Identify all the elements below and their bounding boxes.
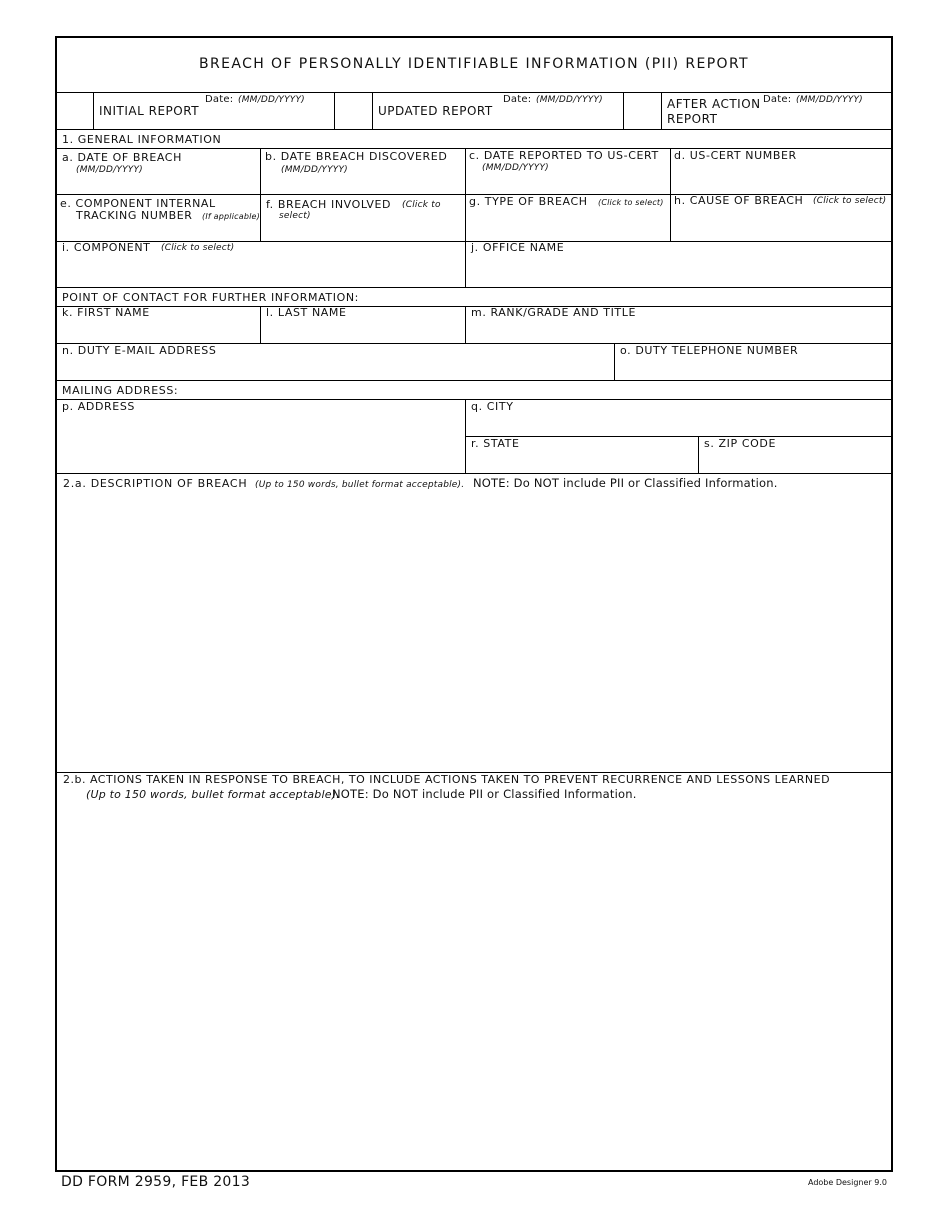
description-of-breach-hint: (Up to 150 words, bullet format acceptable).	[255, 480, 465, 490]
description-of-breach-note: NOTE: Do NOT include PII or Classified Information.	[473, 476, 778, 490]
type-of-breach-select[interactable]	[467, 210, 668, 240]
zip-code-label: s. ZIP CODE	[704, 437, 776, 450]
rank-grade-title-input[interactable]	[467, 321, 889, 342]
breach-involved-hint-line2: select)	[279, 211, 311, 221]
last-name-input[interactable]	[263, 321, 463, 342]
city-label: q. CITY	[471, 400, 514, 413]
address-input[interactable]	[59, 415, 463, 472]
date-reported-us-cert-input[interactable]	[467, 176, 668, 193]
actions-taken-note: NOTE: Do NOT include PII or Classified Information.	[332, 787, 637, 801]
initial-report-label: INITIAL REPORT	[99, 104, 200, 118]
state-input[interactable]	[467, 452, 696, 472]
actions-taken-label: 2.b. ACTIONS TAKEN IN RESPONSE TO BREACH, TO INCLUDE ACTIONS TAKEN TO PREVENT RECURRENCE AND LESSONS LEARNED	[63, 773, 831, 786]
component-hint: (Click to select)	[161, 243, 235, 253]
breach-involved-select[interactable]	[263, 223, 463, 240]
initial-report-date-input[interactable]	[97, 104, 333, 128]
actions-taken-textarea[interactable]	[59, 806, 889, 1168]
after-action-date-format: (MM/DD/YYYY)	[796, 95, 863, 105]
updated-report-label: UPDATED REPORT	[378, 104, 493, 118]
component-select[interactable]	[59, 256, 463, 286]
mailing-address-heading: MAILING ADDRESS:	[62, 384, 179, 397]
description-of-breach-textarea[interactable]	[59, 494, 889, 770]
date-of-breach-format: (MM/DD/YYYY)	[76, 165, 143, 175]
after-action-label-line1: AFTER ACTION	[667, 97, 761, 111]
rank-grade-title-label: m. RANK/GRADE AND TITLE	[471, 306, 637, 319]
point-of-contact-heading: POINT OF CONTACT FOR FURTHER INFORMATION:	[62, 291, 359, 304]
breach-involved-label: f. BREACH INVOLVED	[266, 198, 392, 211]
first-name-input[interactable]	[59, 321, 257, 342]
pii-breach-report-form	[55, 36, 893, 1172]
last-name-label: l. LAST NAME	[266, 306, 347, 319]
cause-of-breach-label: h. CAUSE OF BREACH	[674, 194, 804, 207]
type-of-breach-label: g. TYPE OF BREACH	[469, 195, 588, 208]
breach-involved-hint-line1: (Click to	[402, 200, 441, 210]
updated-report-checkbox[interactable]	[335, 92, 372, 129]
date-breach-discovered-input[interactable]	[263, 176, 463, 193]
form-number: DD FORM 2959, FEB 2013	[61, 1174, 251, 1190]
updated-date-format: (MM/DD/YYYY)	[536, 95, 603, 105]
date-of-breach-input[interactable]	[59, 176, 257, 193]
zip-code-input[interactable]	[701, 452, 889, 472]
duty-telephone-input[interactable]	[617, 359, 889, 379]
updated-report-date-input[interactable]	[497, 104, 622, 128]
actions-taken-hint: (Up to 150 words, bullet format acceptable).	[86, 788, 340, 801]
date-breach-discovered-format: (MM/DD/YYYY)	[281, 165, 348, 175]
cause-of-breach-hint: (Click to select)	[813, 196, 887, 206]
after-action-date-input[interactable]	[727, 104, 889, 128]
us-cert-number-label: d. US-CERT NUMBER	[674, 149, 797, 162]
address-label: p. ADDRESS	[62, 400, 135, 413]
general-information-heading: 1. GENERAL INFORMATION	[62, 133, 222, 146]
component-tracking-number-label-line1: e. COMPONENT INTERNAL	[60, 197, 216, 210]
form-title: BREACH OF PERSONALLY IDENTIFIABLE INFORMATION (PII) REPORT	[198, 56, 750, 72]
after-action-date-label: Date:	[763, 94, 792, 105]
office-name-label: j. OFFICE NAME	[471, 241, 565, 254]
date-reported-us-cert-label: c. DATE REPORTED TO US-CERT	[469, 149, 659, 162]
initial-report-checkbox[interactable]	[57, 92, 93, 129]
software-version: Adobe Designer 9.0	[808, 1178, 887, 1187]
date-reported-us-cert-format: (MM/DD/YYYY)	[482, 163, 549, 173]
date-breach-discovered-label: b. DATE BREACH DISCOVERED	[265, 150, 448, 163]
office-name-input[interactable]	[467, 256, 889, 286]
initial-date-label: Date:	[205, 94, 234, 105]
cause-of-breach-select[interactable]	[672, 210, 889, 240]
after-action-label-line2: REPORT	[667, 112, 718, 126]
date-of-breach-label: a. DATE OF BREACH	[62, 151, 182, 164]
us-cert-number-input[interactable]	[672, 164, 889, 193]
after-action-report-checkbox[interactable]	[624, 92, 661, 129]
first-name-label: k. FIRST NAME	[62, 306, 150, 319]
initial-date-format: (MM/DD/YYYY)	[238, 95, 305, 105]
duty-email-label: n. DUTY E-MAIL ADDRESS	[62, 344, 217, 357]
component-tracking-number-label-line2: TRACKING NUMBER	[76, 209, 193, 222]
description-of-breach-label: 2.a. DESCRIPTION OF BREACH	[63, 477, 248, 490]
city-input[interactable]	[467, 415, 889, 435]
duty-telephone-label: o. DUTY TELEPHONE NUMBER	[620, 344, 799, 357]
type-of-breach-hint: (Click to select)	[598, 198, 664, 207]
state-label: r. STATE	[471, 437, 520, 450]
component-tracking-number-hint: (If applicable)	[202, 212, 260, 221]
component-tracking-number-input[interactable]	[59, 223, 257, 240]
duty-email-input[interactable]	[59, 359, 612, 379]
component-label: i. COMPONENT	[62, 241, 151, 254]
updated-date-label: Date:	[503, 94, 532, 105]
